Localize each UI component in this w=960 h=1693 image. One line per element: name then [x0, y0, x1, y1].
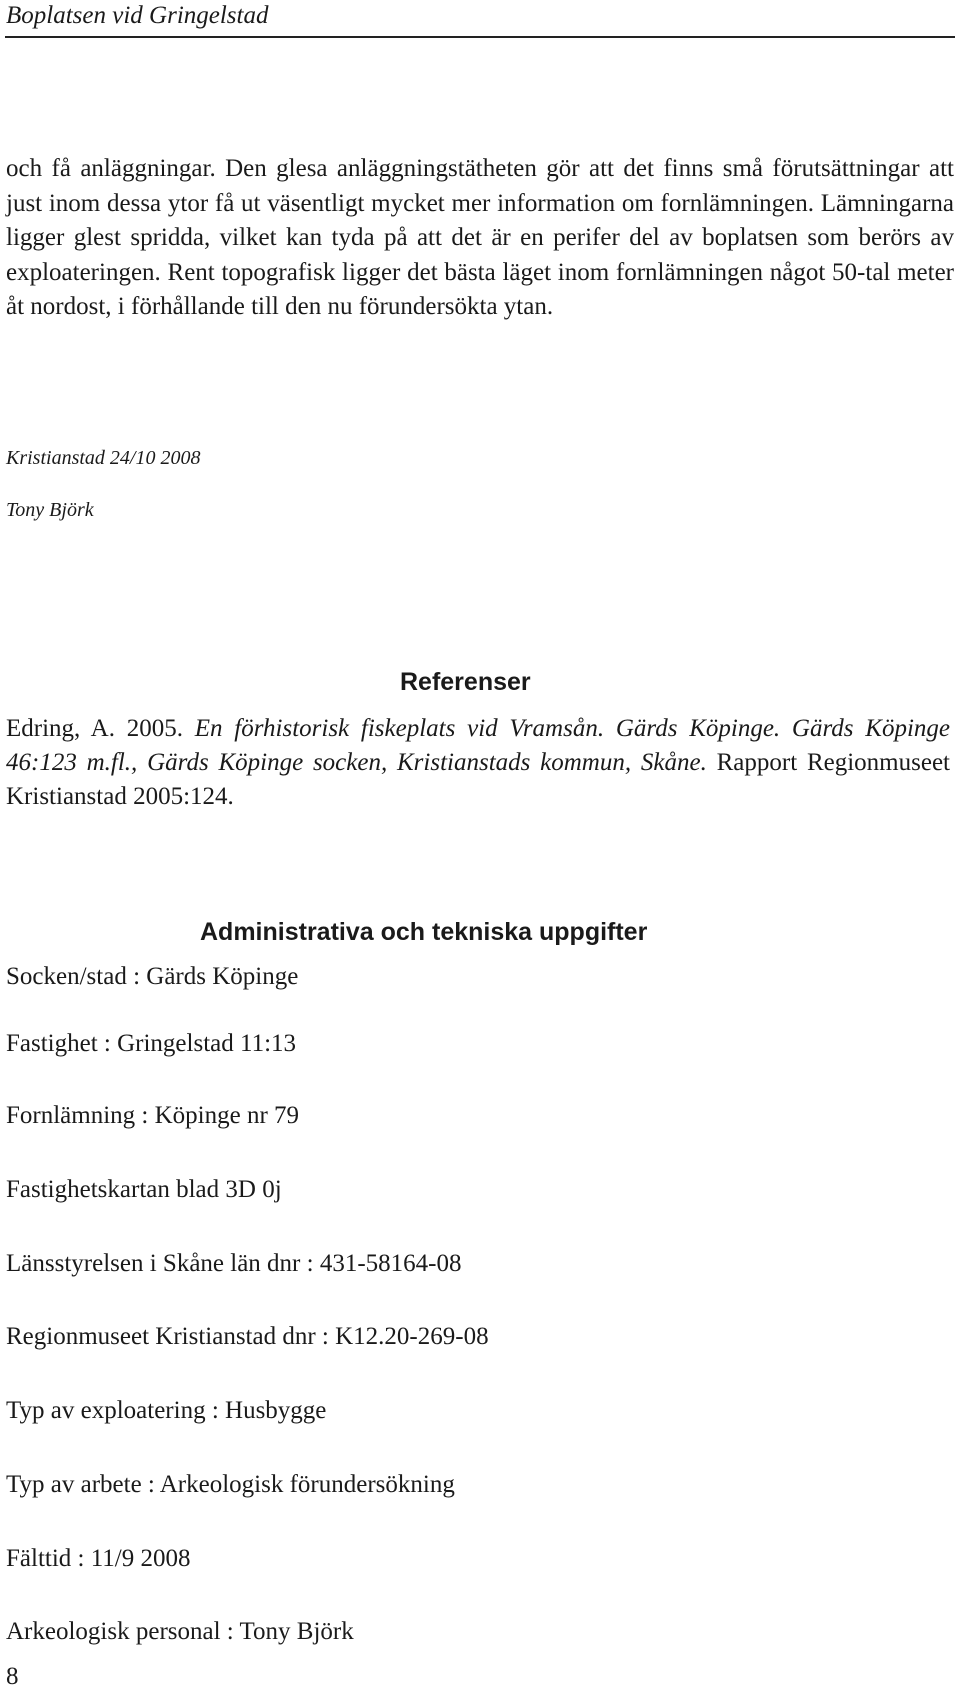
signature-author: Tony Björk [6, 499, 94, 521]
admin-item-socken: Socken/stad : Gärds Köpinge [6, 963, 299, 990]
running-header-title: Boplatsen vid Gringelstad [6, 2, 269, 29]
reference-title: En förhistorisk fiskeplats vid Vramsån. Gärds Köpinge. Gärds Köpinge 46:123 m.fl., Gärds Köpinge socken, Kristianstads kommun, Skåne. [6, 715, 950, 776]
admin-item-fastighetskartan: Fastighetskartan blad 3D 0j [6, 1176, 282, 1203]
admin-item-fastighet: Fastighet : Gringelstad 11:13 [6, 1030, 297, 1057]
admin-item-lansstyrelsen: Länsstyrelsen i Skåne län dnr : 431-58164-08 [6, 1250, 462, 1277]
admin-heading: Administrativa och tekniska uppgifter [200, 918, 648, 946]
admin-item-falttid: Fälttid : 11/9 2008 [6, 1545, 191, 1572]
admin-item-arbete: Typ av arbete : Arkeologisk förundersökning [6, 1471, 455, 1498]
page-number: 8 [6, 1663, 19, 1690]
header-divider [5, 36, 955, 38]
admin-item-regionmuseet: Regionmuseet Kristianstad dnr : K12.20-269-08 [6, 1323, 489, 1350]
admin-item-personal: Arkeologisk personal : Tony Björk [6, 1618, 354, 1645]
admin-item-fornlamning: Fornlämning : Köpinge nr 79 [6, 1102, 300, 1129]
body-paragraph: och få anläggningar. Den glesa anläggningstätheten gör att det finns små förutsättningar att just inom dessa ytor få ut väsentligt mycket mer information om fornlämningen. Lämningarna ligger glest spridda, vilket kan tyda på att det är en perifer del av boplatsen som berörs av exploateringen. Rent topografisk ligger det bästa läget inom fornlämningen något 50-tal meter åt nordost, i förhållande till den nu förundersökta ytan. [6, 155, 954, 320]
signature-place-date: Kristianstad 24/10 2008 [6, 447, 201, 469]
reference-entry [6, 712, 950, 814]
reference-author-year: Edring, A. 2005. [6, 715, 195, 742]
admin-item-exploatering: Typ av exploatering : Husbygge [6, 1397, 327, 1424]
reference-series: Rapport Regionmuseet Kristianstad 2005:124. [6, 749, 950, 810]
references-heading: Referenser [400, 668, 531, 696]
